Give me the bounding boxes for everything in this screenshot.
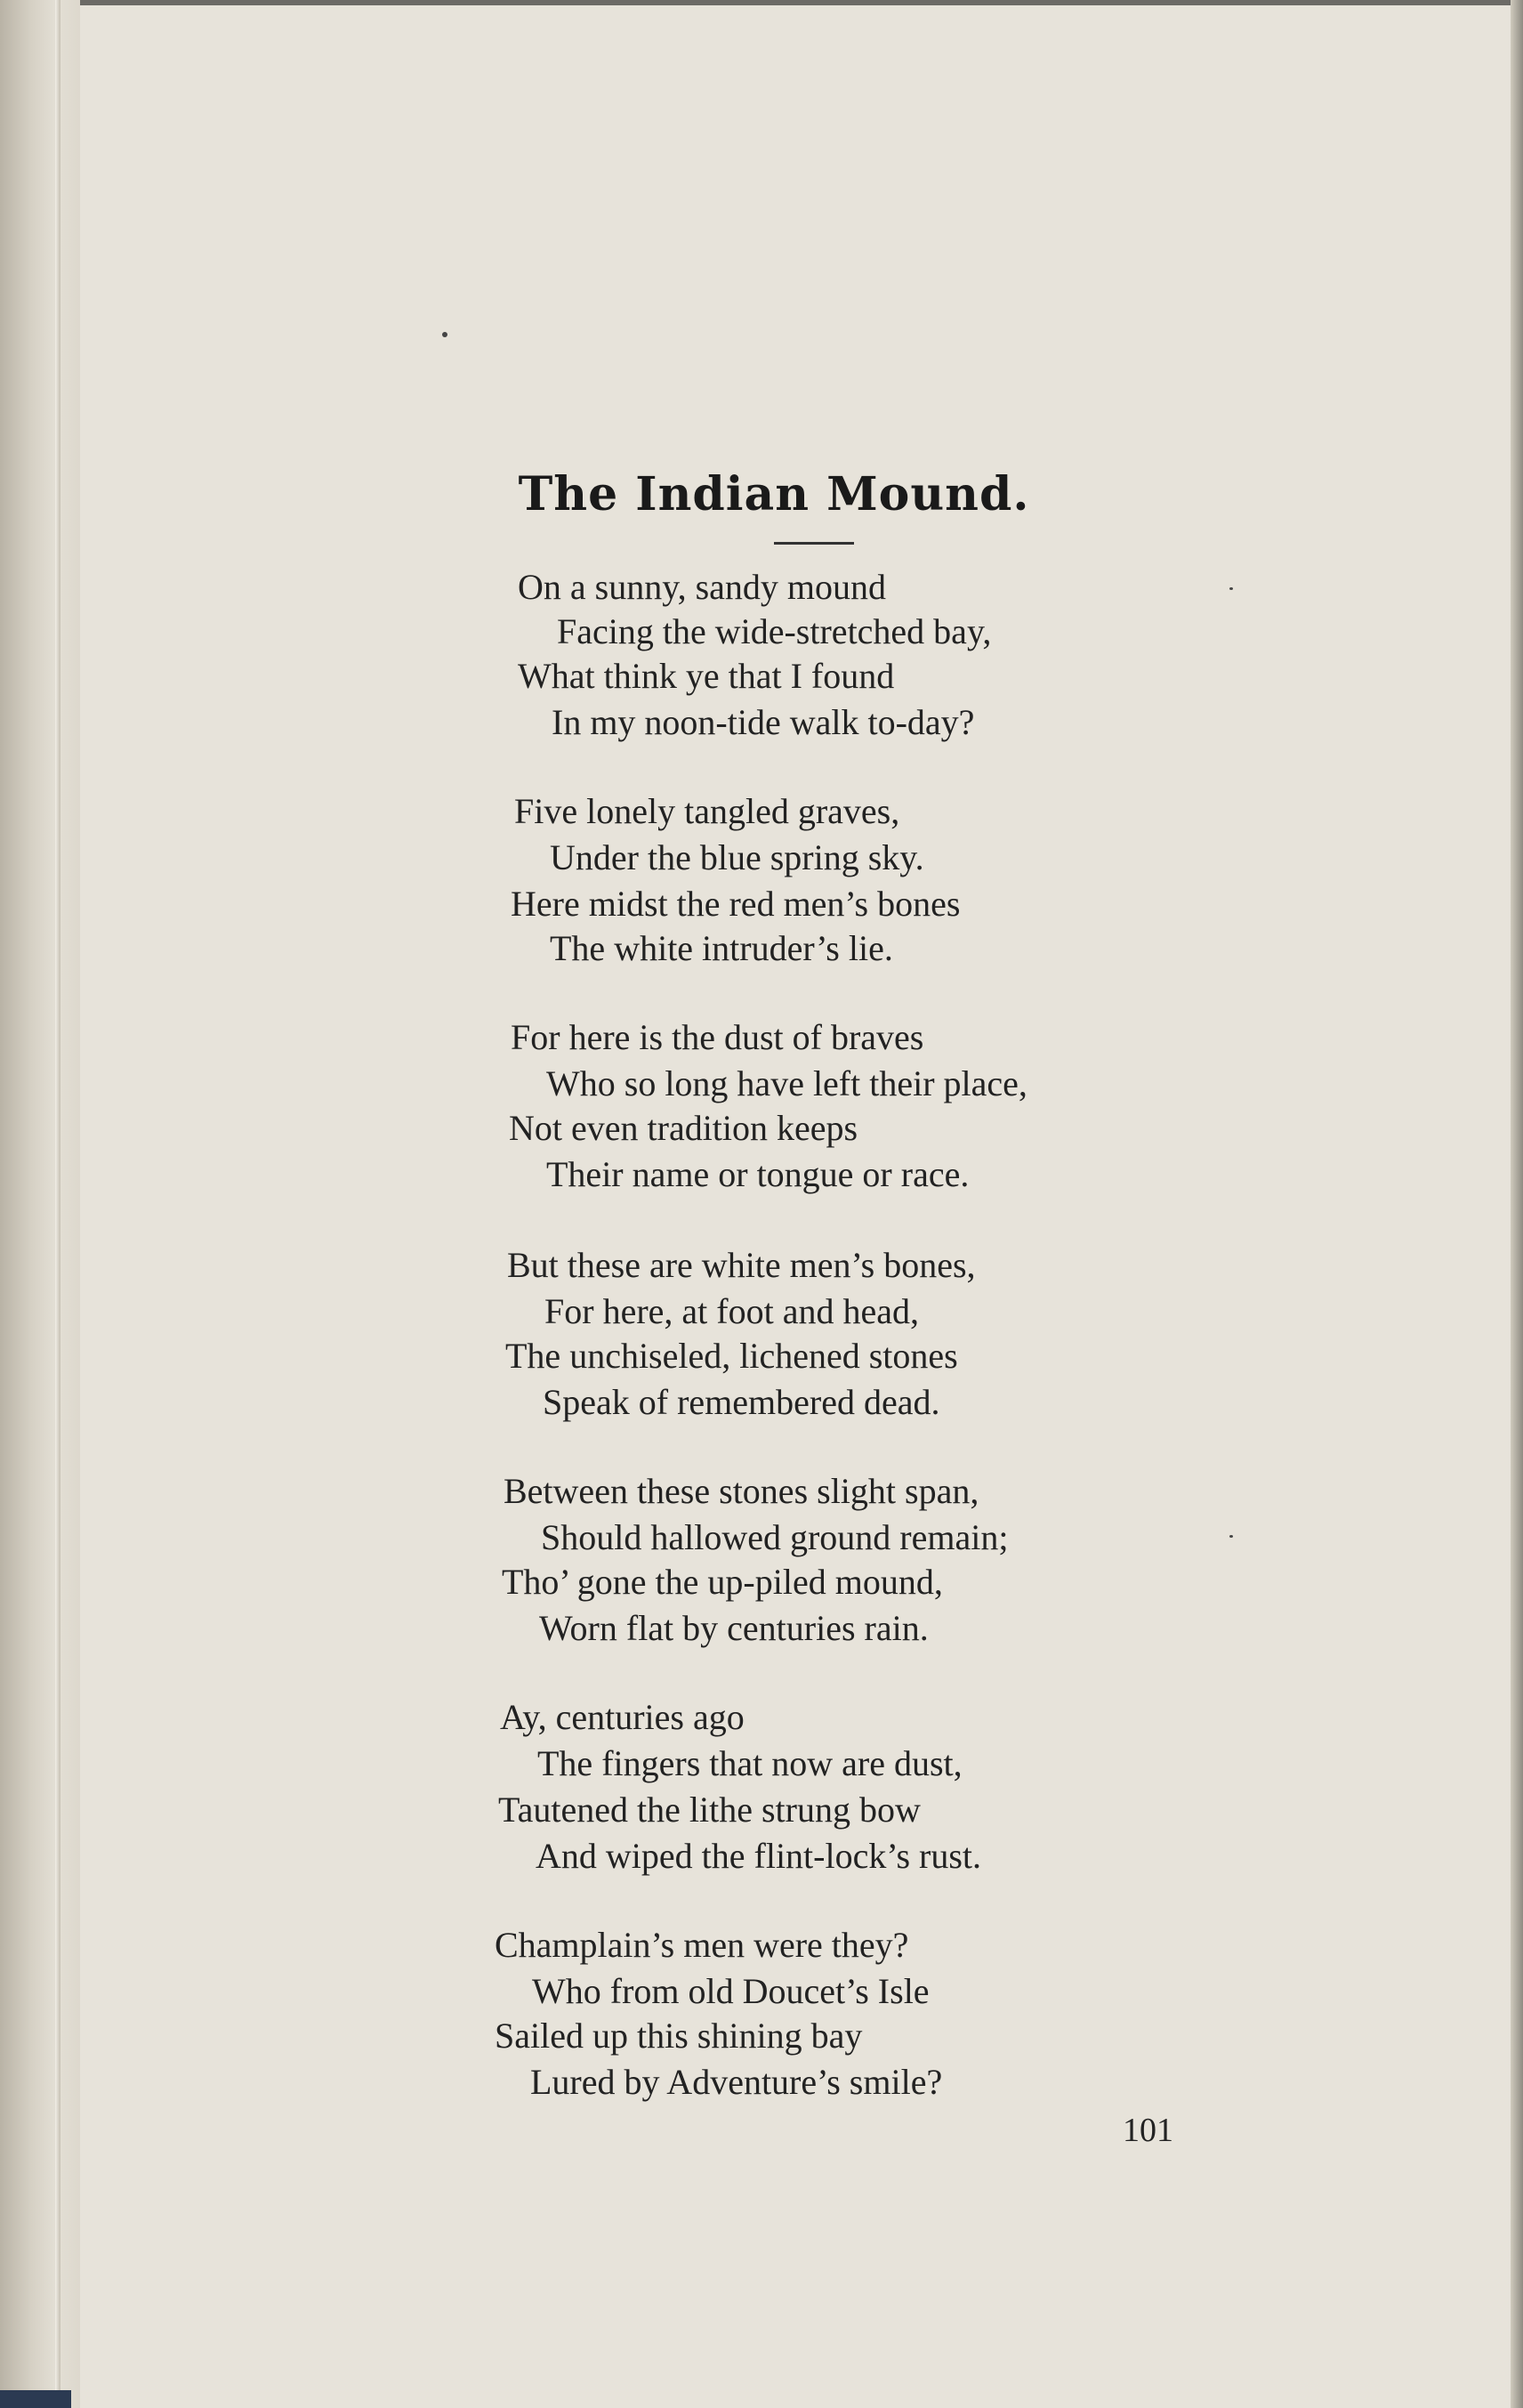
poem-line: Tho’ gone the up-piled mound,: [502, 1562, 943, 1602]
poem-line: In my noon-tide walk to-day?: [552, 702, 975, 742]
poem-line: Under the blue spring sky.: [550, 837, 924, 877]
poem-line: Five lonely tangled graves,: [514, 791, 900, 831]
page-top-edge: [80, 0, 1523, 5]
poem-line: Worn flat by centuries rain.: [539, 1608, 929, 1648]
poem-line: Sailed up this shining bay: [495, 2016, 863, 2056]
poem-line: Facing the wide-stretched bay,: [557, 611, 992, 651]
book-gutter: [0, 0, 80, 2408]
poem-line: And wiped the flint-lock’s rust.: [536, 1836, 982, 1876]
paper-speck: [1229, 587, 1233, 590]
poem-line: But these are white men’s bones,: [507, 1245, 976, 1285]
book-cover-corner: [0, 2390, 71, 2408]
poem-line: On a sunny, sandy mound: [518, 567, 887, 607]
poem-line: Ay, centuries ago: [500, 1697, 745, 1737]
poem-line: Who so long have left their place,: [546, 1063, 1027, 1103]
poem-line: Should hallowed ground remain;: [541, 1517, 1009, 1557]
poem-line: Champlain’s men were they?: [495, 1925, 909, 1965]
poem-line: Between these stones slight span,: [504, 1471, 979, 1511]
paper-speck: [442, 332, 447, 337]
poem-line: What think ye that I found: [518, 656, 895, 696]
poem-line: For here, at foot and head,: [544, 1291, 919, 1331]
poem-line: The white intruder’s lie.: [550, 928, 893, 968]
poem-line: For here is the dust of braves: [511, 1017, 924, 1057]
poem-line: Their name or tongue or race.: [546, 1154, 970, 1194]
poem-line: The unchiseled, lichened stones: [505, 1336, 958, 1376]
title-rule: [774, 542, 854, 545]
poem-line: Here midst the red men’s bones: [511, 884, 961, 924]
page-right-edge: [1511, 0, 1523, 2408]
poem-line: Lured by Adventure’s smile?: [530, 2062, 943, 2102]
poem-line: Speak of remembered dead.: [543, 1382, 940, 1422]
paper-speck: [1229, 1535, 1233, 1538]
poem-line: The fingers that now are dust,: [537, 1743, 963, 1783]
poem-title: The Indian Mound.: [518, 467, 1030, 521]
page-number: 101: [1123, 2112, 1173, 2149]
poem-line: Who from old Doucet’s Isle: [532, 1971, 930, 2011]
poem-line: Tautened the lithe strung bow: [498, 1790, 921, 1830]
page-edge-left: [55, 0, 60, 2408]
poem-line: Not even tradition keeps: [509, 1108, 858, 1148]
